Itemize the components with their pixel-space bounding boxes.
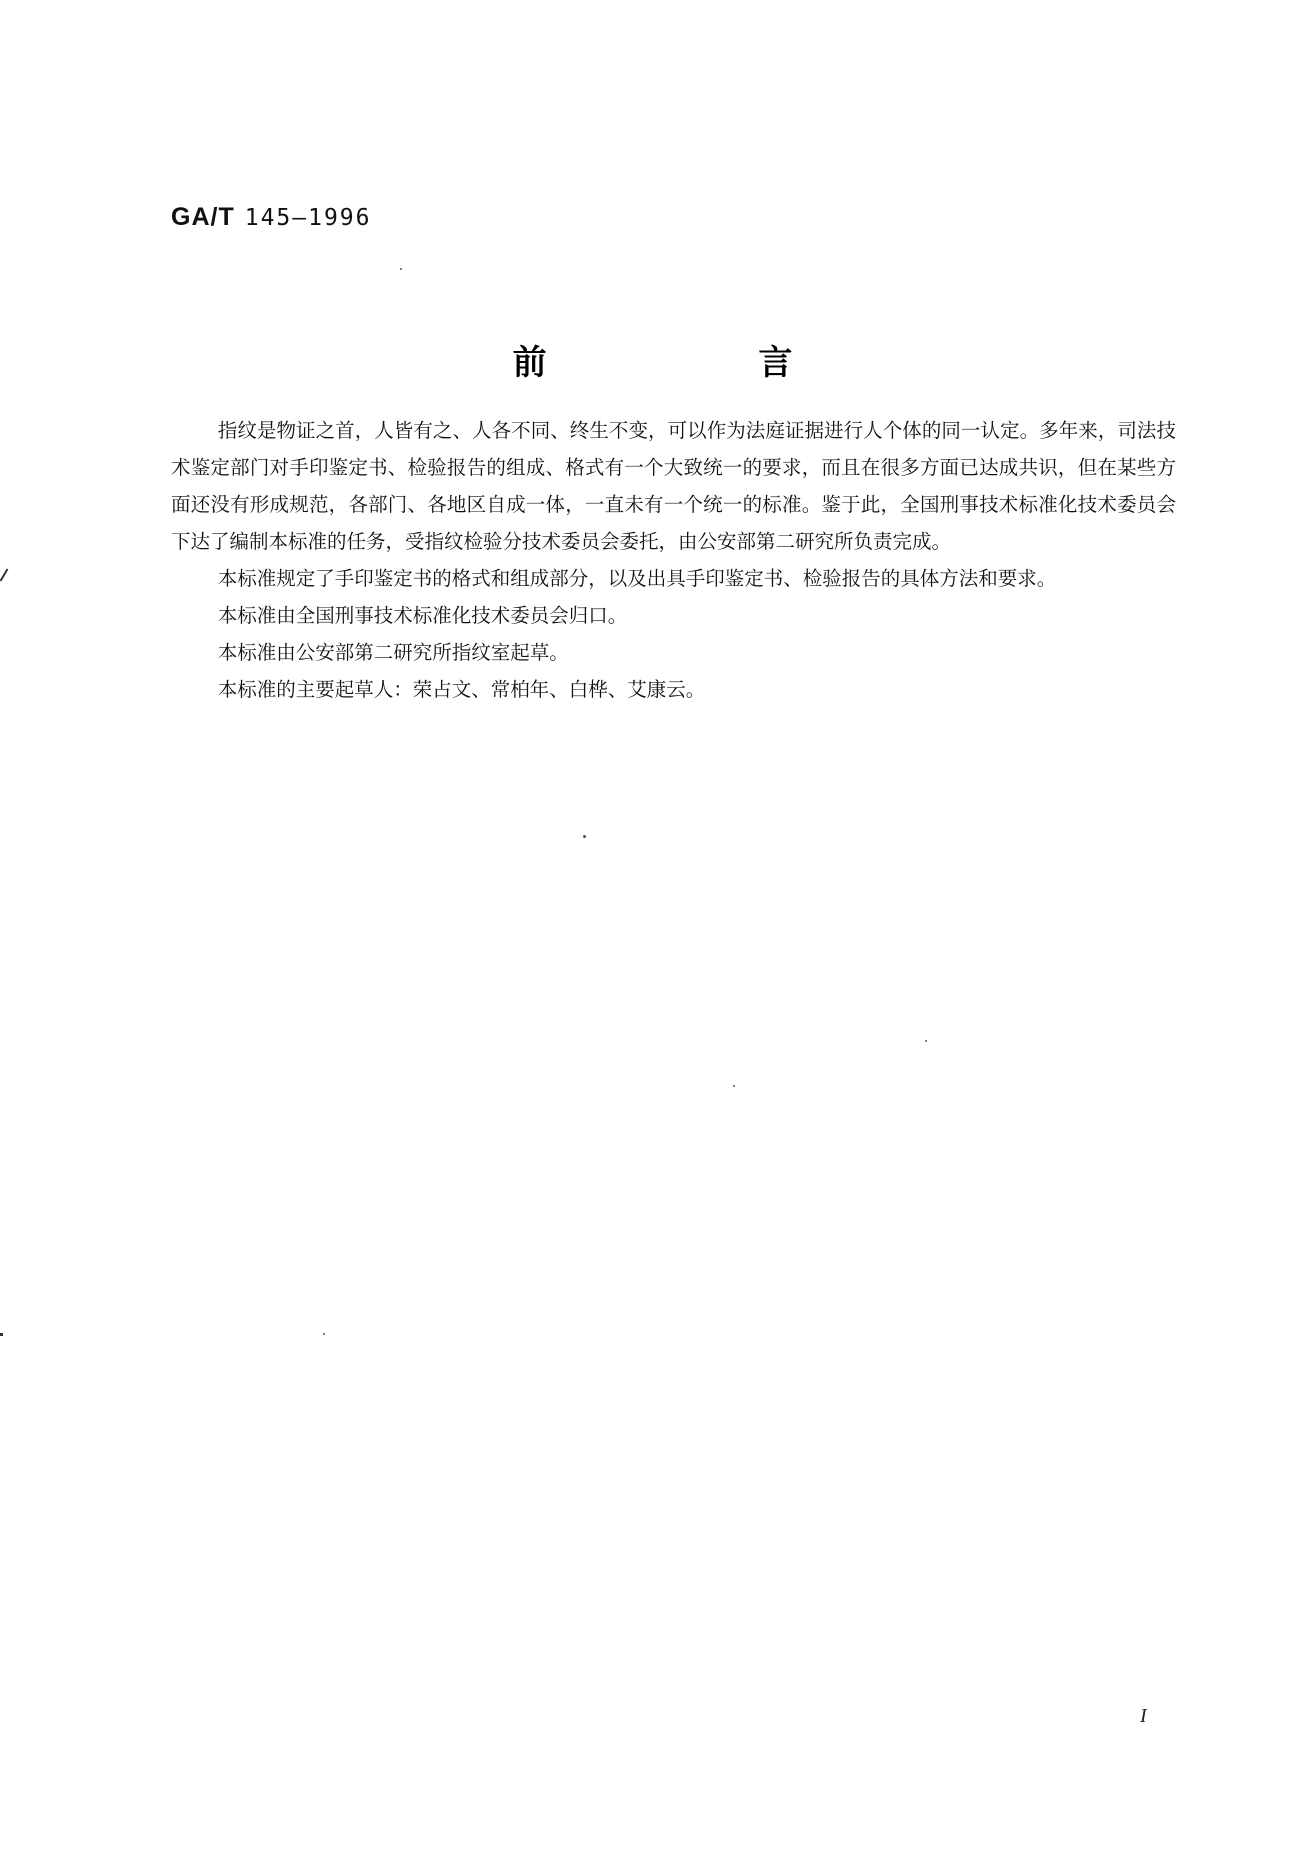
- standard-code: [171, 203, 372, 232]
- scan-edge-mark: [0, 1333, 3, 1336]
- scan-speck: [583, 835, 586, 838]
- standard-code-prefix: GA/T: [171, 203, 235, 231]
- scan-speck: [323, 1333, 325, 1335]
- page-title: 前 言: [512, 343, 893, 383]
- paragraph-scope: 本标准规定了手印鉴定书的格式和组成部分，以及出具手印鉴定书、检验报告的具体方法和要求。: [217, 567, 1057, 590]
- paragraph-drafters: 本标准的主要起草人：荣占文、常柏年、白桦、艾康云。: [217, 678, 706, 701]
- scan-speck: [400, 268, 402, 270]
- standard-code-number: 145—1996: [244, 205, 372, 231]
- paragraph-drafting-unit: 本标准由公安部第二研究所指纹室起草。: [217, 641, 569, 664]
- scan-speck: [925, 1040, 927, 1042]
- scan-edge-mark: [0, 568, 8, 581]
- paragraph-background: 指纹是物证之首，人皆有之、人各不同、终生不变，可以作为法庭证据进行人个体的同一认定。多年来，司法技术鉴定部门对手印鉴定书、检验报告的组成、格式有一个大致统一的要求，而且在很多方面已达成共识，但在某些方面还没有形成规范，各部门、各地区自成一体，一直未有一个统一的标准。鉴于此，全国刑事技术标准化技术委员会下达了编制本标准的任务，受指纹检验分技术委员会委托，由公安部第二研究所负责完成。: [171, 419, 1176, 553]
- page-number: I: [1140, 1705, 1147, 1727]
- scan-speck: [733, 1085, 735, 1087]
- foreword-body: [171, 412, 1176, 708]
- paragraph-jurisdiction: 本标准由全国刑事技术标准化技术委员会归口。: [217, 604, 628, 627]
